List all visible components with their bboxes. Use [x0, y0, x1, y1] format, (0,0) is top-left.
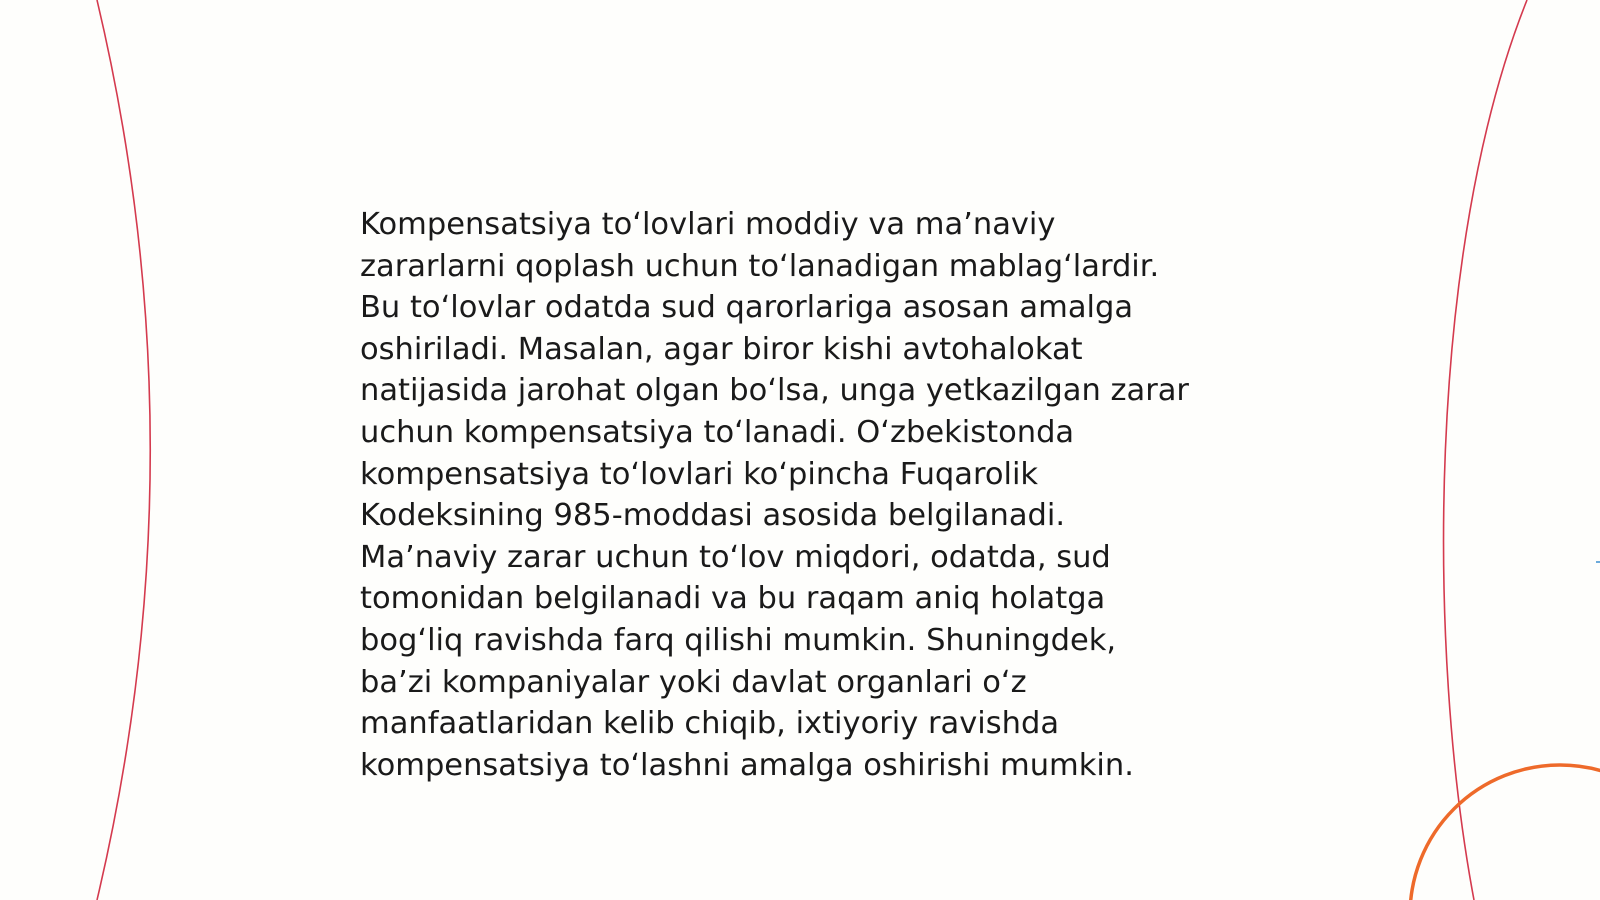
body-paragraph — [360, 204, 1260, 786]
body-line: Bu to‘lovlar odatda sud qarorlariga asosan amalga — [360, 290, 1134, 326]
body-line: ba’zi kompaniyalar yoki davlat organlari o‘z — [360, 664, 1027, 700]
body-line: kompensatsiya to‘lashni amalga oshirishi mumkin. — [360, 747, 1134, 783]
right-arc-decoration — [1444, 0, 1527, 900]
body-line: natijasida jarohat olgan bo‘lsa, unga yetkazilgan zarar — [360, 373, 1189, 409]
body-line: bog‘liq ravishda farq qilishi mumkin. Shuningdek, — [360, 622, 1117, 658]
body-line: manfaatlaridan kelib chiqib, ixtiyoriy ravishda — [360, 706, 1060, 742]
body-line: tomonidan belgilanadi va bu raqam aniq holatga — [360, 581, 1106, 617]
left-arc-decoration — [97, 0, 150, 900]
body-line: Kodeksining 985-moddasi asosida belgilanadi. — [360, 498, 1066, 534]
body-line: oshiriladi. Masalan, agar biror kishi avtohalokat — [360, 331, 1083, 367]
body-line: uchun kompensatsiya to‘lanadi. O‘zbekistonda — [360, 414, 1075, 450]
text-content — [360, 204, 1260, 786]
body-line: Kompensatsiya to‘lovlari moddiy va ma’naviy — [360, 207, 1056, 242]
orange-circle-decoration — [1410, 765, 1600, 900]
body-line: kompensatsiya to‘lovlari ko‘pincha Fuqarolik — [360, 456, 1039, 492]
body-line: Ma’naviy zarar uchun to‘lov miqdori, odatda, sud — [360, 539, 1111, 575]
body-line: zararlarni qoplash uchun to‘lanadigan mablag‘lardir. — [360, 248, 1160, 284]
